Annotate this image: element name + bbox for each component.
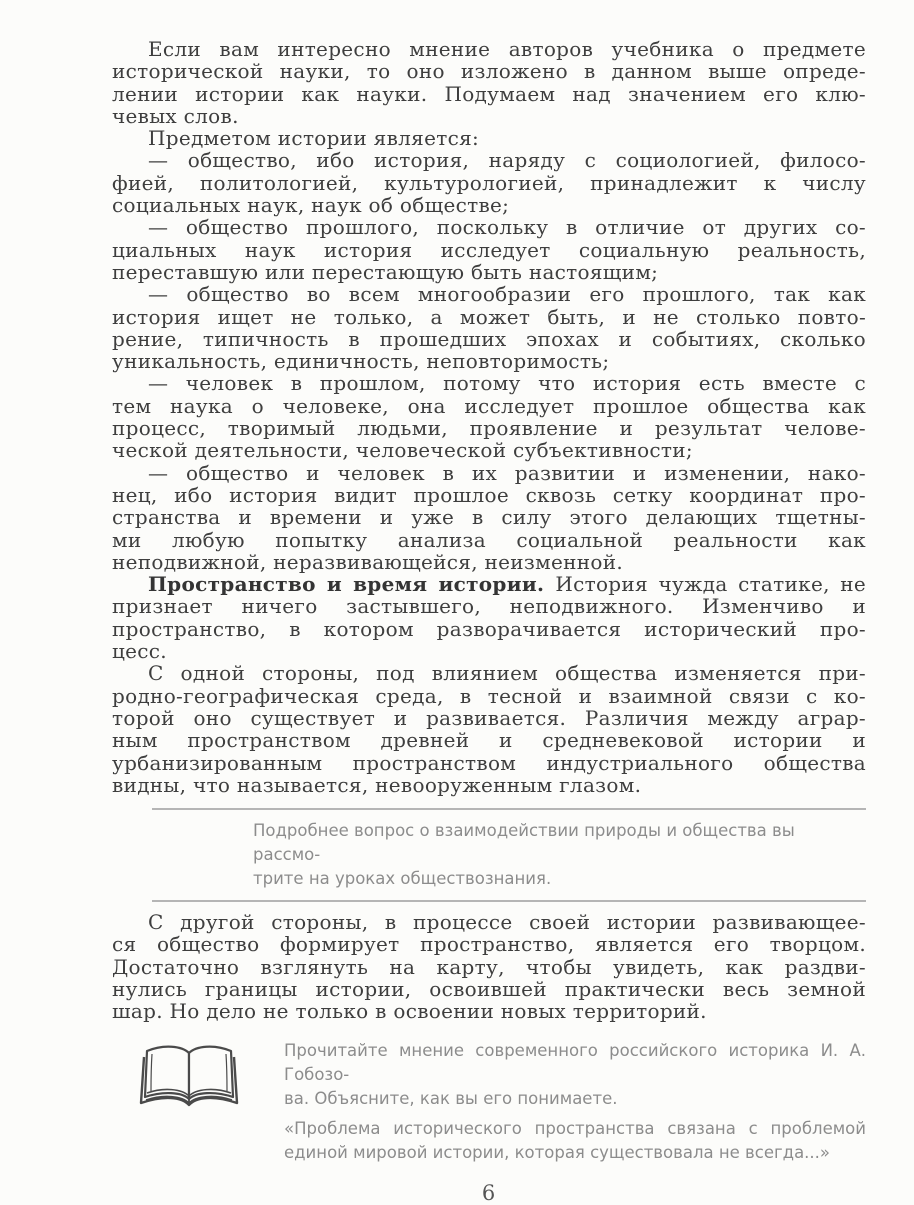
text-line: фией, политологией, культурологией, принадлежит к числу bbox=[112, 170, 866, 195]
text-line: С другой стороны, в процессе своей истории развивающее- bbox=[148, 910, 866, 935]
body-text-top bbox=[112, 38, 866, 796]
text-line: лении истории как науки. Подумаем над значением его клю- bbox=[112, 81, 866, 106]
text-line: ным пространством древней и средневековой истории и bbox=[112, 728, 866, 753]
text-line: рение, типичность в прошедших эпохах и событиях, сколько bbox=[112, 326, 866, 351]
text-line: странства и времени и уже в силу этого делающих тщетны- bbox=[112, 505, 866, 530]
text-line: ми любую попытку анализа социальной реальности как bbox=[112, 527, 866, 552]
task-quote bbox=[284, 1117, 866, 1165]
text-line: ва. Объясните, как вы его понимаете. bbox=[284, 1088, 618, 1108]
text-line: ческой деятельности, человеческой субъективности; bbox=[112, 438, 693, 463]
text-line: нулись границы истории, освоившей практически весь земной bbox=[112, 976, 866, 1001]
text-line: С одной стороны, под влиянием общества изменяется при- bbox=[148, 661, 866, 686]
text-line: трите на уроках обществознания. bbox=[253, 869, 552, 889]
text-line: — общество и человек в их развитии и изменении, нако- bbox=[148, 460, 866, 485]
text-line: единой мировой истории, которая существовала не всегда...» bbox=[284, 1142, 831, 1162]
text-line: Если вам интересно мнение авторов учебника о предмете bbox=[148, 37, 866, 61]
text-line: Предметом истории является: bbox=[148, 126, 480, 151]
open-book-icon bbox=[136, 1041, 242, 1121]
text-line: процесс, творимый людьми, проявление и результат челове- bbox=[112, 416, 866, 441]
text-line: история ищет не только, а может быть, и не столько повто- bbox=[112, 304, 866, 329]
text-line: чевых слов. bbox=[112, 103, 239, 128]
text-line: Прочитайте мнение современного российского историка И. А. Гобозо- bbox=[284, 1040, 866, 1084]
text-line: торой оно существует и развивается. Различия между аграр- bbox=[112, 705, 866, 730]
page-number: 6 bbox=[481, 1180, 497, 1205]
text-line: урбанизированным пространством индустриального общества bbox=[112, 750, 866, 775]
text-line: уникальность, единичность, неповторимость; bbox=[112, 349, 610, 374]
task-text bbox=[284, 1039, 866, 1165]
text-line: ся общество формирует пространство, является его творцом. bbox=[112, 932, 866, 957]
text-line: пространство, в котором разворачивается исторический про- bbox=[112, 616, 866, 641]
text-line: циальных наук история исследует социальную реальность, bbox=[112, 237, 866, 262]
text-line: шар. Но дело не только в освоении новых территорий. bbox=[112, 999, 707, 1024]
text-line: исторической науки, то оно изложено в данном выше опреде- bbox=[112, 59, 866, 84]
text-line: нец, ибо история видит прошлое сквозь сетку координат про- bbox=[112, 482, 866, 507]
task-block bbox=[112, 1039, 866, 1165]
text-line: — человек в прошлом, потому что история есть вместе с bbox=[148, 371, 866, 396]
text-line: «Проблема исторического пространства связана с проблемой bbox=[284, 1118, 866, 1138]
text-line: — общество во всем многообразии его прошлого, так как bbox=[148, 282, 866, 307]
text-line: Достаточно взглянуть на карту, чтобы увидеть, как раздви- bbox=[112, 954, 866, 979]
text-column bbox=[112, 38, 866, 1205]
text-line: — общество прошлого, поскольку в отличие от других со- bbox=[148, 215, 866, 240]
note-text bbox=[253, 819, 852, 891]
text-line: признает ничего застывшего, неподвижного. Изменчиво и bbox=[112, 594, 866, 619]
text-line: родно-географическая среда, в тесной и взаимной связи с ко- bbox=[112, 683, 866, 708]
text-line: — общество, ибо история, наряду с социологией, филосо- bbox=[148, 148, 866, 173]
text-line: Подробнее вопрос о взаимодействии природы и общества вы рассмо- bbox=[253, 821, 795, 865]
inline-heading: Пространство и время истории. bbox=[148, 572, 556, 597]
text-line: социальных наук, наук об обществе; bbox=[112, 193, 510, 218]
body-text-bottom bbox=[112, 911, 866, 1022]
text-line: Пространство и время истории. История чужда статике, не bbox=[148, 572, 867, 597]
task-intro bbox=[284, 1039, 866, 1111]
text-line: видны, что называется, невооруженным глазом. bbox=[112, 772, 642, 797]
text-line: тем наука о человеке, она исследует прошлое общества как bbox=[112, 393, 866, 418]
text-line: переставшую или перестающую быть настоящим; bbox=[112, 259, 659, 284]
text-line: неподвижной, неразвивающейся, неизменной. bbox=[112, 549, 624, 574]
text-line: цесс. bbox=[112, 639, 167, 664]
note-block bbox=[152, 808, 866, 902]
